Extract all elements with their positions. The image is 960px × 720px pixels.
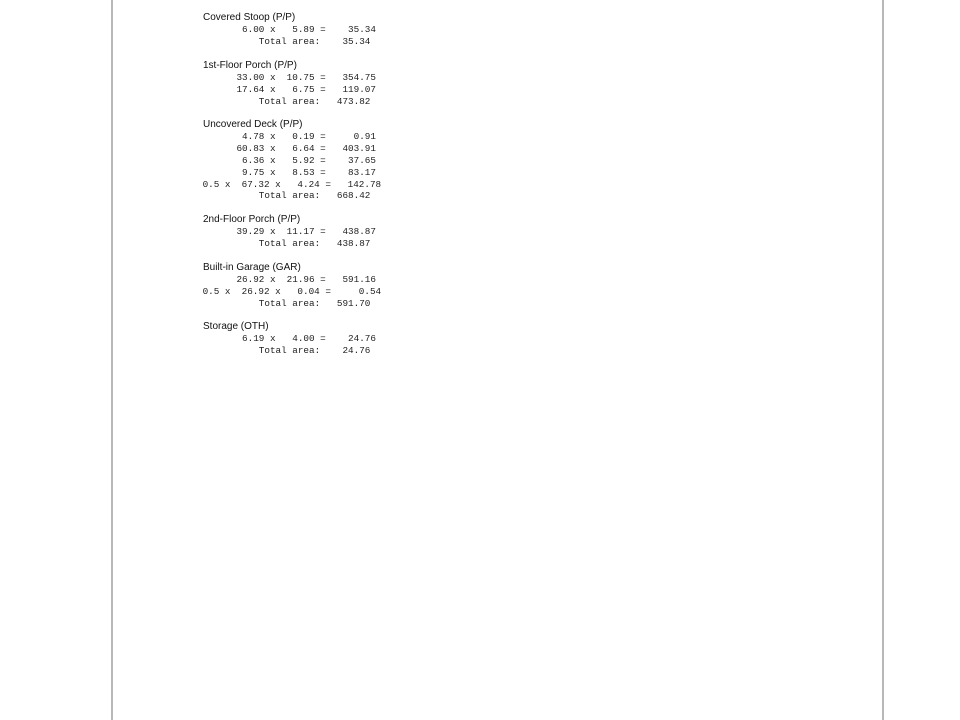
calc-row: 26.92 x 21.96 = 591.16 [203, 274, 376, 285]
calc-row: 6.19 x 4.00 = 24.76 [203, 333, 376, 344]
calc-row: 17.64 x 6.75 = 119.07 [203, 83, 376, 95]
section-1st-floor-porch [203, 60, 503, 108]
section-title: 1st-Floor Porch (P/P) [203, 60, 297, 71]
total-row: Total area: 668.42 [203, 190, 371, 202]
section-storage [203, 321, 503, 357]
section-title: Storage (OTH) [203, 321, 269, 332]
calc-row: 33.00 x 10.75 = 354.75 [203, 72, 376, 83]
calc-row: 0.5 x 67.32 x 4.24 = 142.78 [197, 178, 382, 190]
calc-row: 4.78 x 0.19 = 0.91 [203, 131, 376, 142]
section-title: Built-in Garage (GAR) [203, 262, 301, 273]
section-title: Uncovered Deck (P/P) [203, 119, 303, 130]
total-row: Total area: 24.76 [203, 344, 371, 356]
calc-row: 39.29 x 11.17 = 438.87 [203, 226, 376, 237]
calc-row: 60.83 x 6.64 = 403.91 [203, 142, 376, 154]
calc-row: 0.5 x 26.92 x 0.04 = 0.54 [197, 285, 382, 297]
calc-row: 9.75 x 8.53 = 83.17 [203, 166, 376, 178]
total-row: Total area: 438.87 [203, 237, 371, 249]
total-row: Total area: 591.70 [203, 297, 371, 309]
total-row: Total area: 35.34 [203, 35, 371, 47]
section-uncovered-deck [197, 119, 503, 202]
section-covered-stoop [203, 12, 503, 48]
section-title: Covered Stoop (P/P) [203, 12, 296, 23]
calc-row: 6.36 x 5.92 = 37.65 [203, 154, 376, 166]
document-page [111, 0, 884, 720]
section-2nd-floor-porch [203, 214, 503, 250]
section-title: 2nd-Floor Porch (P/P) [203, 214, 301, 225]
calc-row: 6.00 x 5.89 = 35.34 [203, 24, 376, 35]
section-built-in-garage [197, 262, 503, 310]
total-row: Total area: 473.82 [203, 95, 371, 107]
